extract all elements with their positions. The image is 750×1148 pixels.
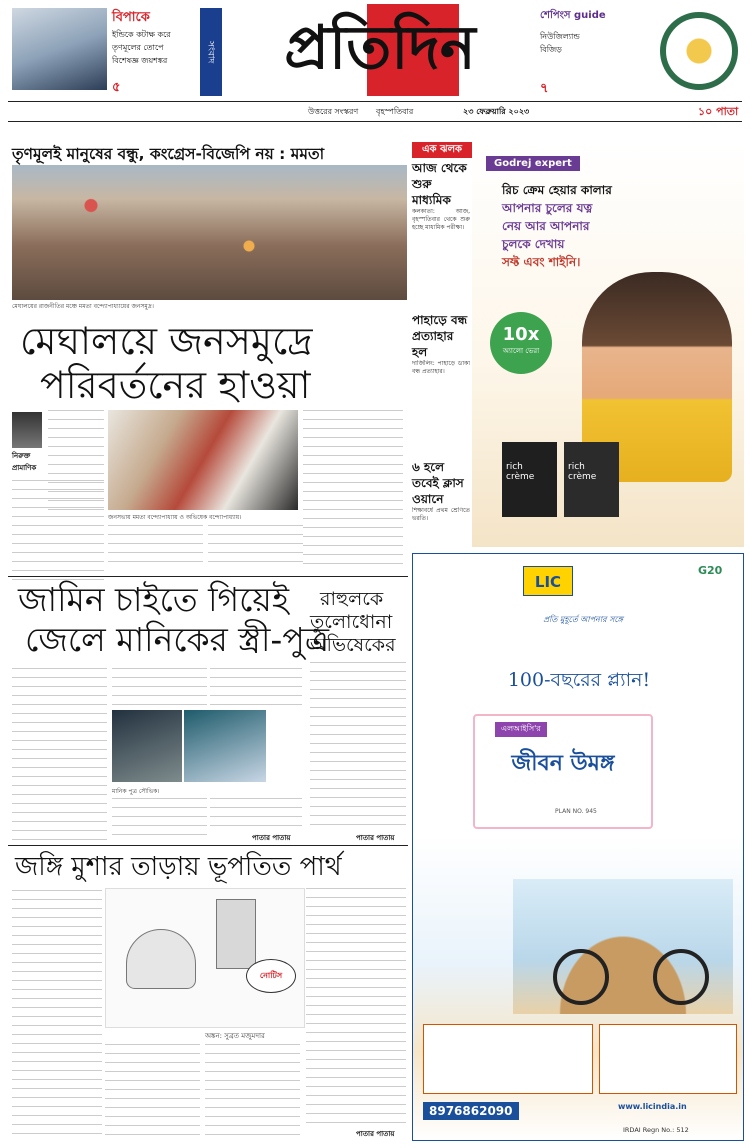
dateline — [8, 104, 742, 120]
dateline-date: ২৩ ফেব্রুয়ারি ২০২৩ — [463, 106, 530, 116]
lic-irdai: IRDAI Regn No.: 512 — [623, 1126, 689, 1134]
lic-logo: LIC — [523, 566, 573, 596]
lic-web[interactable]: www.licindia.in — [618, 1102, 687, 1111]
body-column — [310, 662, 406, 832]
brief-text: কলকাতা: আজ, বৃহস্পতিবার থেকে শুরু হচ্ছে মাধ্যমিক পরীক্ষা। — [412, 208, 470, 231]
bicycle-icon — [653, 949, 709, 1005]
ek-jhalak-label: এক ঝলক — [412, 142, 472, 158]
lic-plan-name: জীবন উমঙ্গ — [511, 751, 615, 776]
cartoon-figure — [216, 899, 256, 969]
ship-wheel-icon — [660, 12, 738, 90]
lic-plan-no: PLAN NO. 945 — [555, 808, 597, 815]
meghalaya-caption: জনসভায় মমতা বন্দ্যোপাধ্যায় ও অভিষেক বন্দ্যোপাধ্যায়। — [108, 514, 242, 521]
teaser-right-line: বিজিড় — [540, 45, 562, 54]
lead-caption: মেঘালয়ের রাজনীতির মঞ্চে মমতা বন্দ্যোপাধ্যায়ের জনসমুদ্র। — [12, 303, 154, 310]
dateline-pages: ১০ পাতা — [698, 104, 739, 118]
jamin-headline-2[interactable]: জেলে মানিকের স্ত্রী-পুত্র — [25, 620, 329, 659]
lic-plan-kicker: এলআইসি'র — [495, 722, 547, 737]
rahul-headline-line: তুলোধোনা — [310, 611, 393, 633]
body-column — [205, 1044, 300, 1140]
godrej-line: রিচ ক্রেম হেয়ার কালার — [502, 183, 612, 197]
body-column — [208, 525, 303, 570]
brief-title: পাহাড়ে বন্ধ প্রত্যাহার হল — [412, 313, 468, 359]
meghalaya-headline-1[interactable]: মেঘালয়ে জনসমুদ্রে — [20, 319, 313, 363]
body-column — [306, 888, 406, 1128]
godrej-line: নেয় আর আপনার — [502, 219, 590, 233]
dateline-rule-bottom — [8, 121, 742, 122]
masthead-side-label: সংবাদ — [200, 8, 222, 96]
lic-headline: 100-বছরের প্ল্যান! — [507, 669, 651, 691]
pack-label: rich crème — [568, 462, 597, 482]
godrej-line: চুলকে দেখায় — [502, 237, 565, 251]
teaser-right-page: ৭ — [540, 81, 549, 96]
godrej-brand: Godrej expert — [486, 156, 580, 171]
teaser-left-line: তৃণমূলের তোপে — [112, 43, 164, 52]
pack-label: rich crème — [506, 462, 535, 482]
body-column — [12, 480, 104, 580]
rahul-headline-line: রাহুলকে — [320, 588, 384, 610]
lic-features — [423, 1024, 593, 1094]
brief-title: ৬ হলে তবেই ক্লাস ওয়ানে — [412, 460, 464, 506]
jamin-headline-1[interactable]: জামিন চাইতে গিয়েই — [18, 580, 290, 619]
godrej-line: আপনার চুলের যত্ন — [502, 201, 593, 215]
ek-jhalak-column[interactable] — [412, 160, 470, 545]
lead-headline[interactable]: তৃণমূলই মানুষের বন্ধু, কংগ্রেস-বিজেপি নয় : মমতা — [12, 145, 325, 163]
jongi-headline[interactable]: জঙ্গি মুশার তাড়ায় ভূপতিত পার্থ — [15, 852, 342, 882]
product-pack — [502, 442, 557, 517]
bicycle-icon — [553, 949, 609, 1005]
product-pack — [564, 442, 619, 517]
jamin-endnote[interactable]: পাতার পাতায় — [252, 834, 291, 842]
cartoon-bubble: নোটিস — [246, 959, 296, 993]
lic-ad-photo — [513, 879, 733, 1014]
cartoon — [105, 888, 305, 1028]
lic-plan-card — [473, 714, 653, 829]
jamin-photo — [112, 710, 182, 782]
body-column — [108, 525, 203, 570]
teaser-left-page: ৫ — [112, 80, 121, 95]
body-column — [12, 668, 107, 840]
rahul-headline[interactable] — [310, 588, 406, 657]
aloe-badge-value: 10x — [502, 324, 540, 345]
teaser-right[interactable] — [540, 8, 650, 100]
teaser-left-line: ইন্ডিকে কটাক্ষ করে — [112, 30, 171, 39]
teaser-left-kicker: বিপাকে — [112, 10, 150, 25]
brief-text: দার্জিলিং: পাহাড়ে ডাকা বন্ধ প্রত্যাহার। — [412, 360, 470, 375]
byline-name: নিরুক্ত প্রামাণিক — [12, 452, 37, 472]
brief-title: আজ থেকে শুরু মাধ্যমিক — [412, 161, 467, 207]
teaser-right-brand: শেপিংস guide — [540, 10, 606, 21]
dateline-rule — [8, 101, 742, 102]
masthead-logo[interactable] — [225, 4, 535, 96]
lic-ad[interactable] — [412, 553, 744, 1141]
meghalaya-photo — [108, 410, 298, 510]
aloe-badge-label: অ্যালো ভেরা — [502, 347, 540, 355]
g20-logo: G20 — [698, 564, 723, 577]
dateline-day: বৃহস্পতিবার — [376, 106, 414, 116]
aloe-badge — [490, 312, 552, 374]
teaser-right-line: নিউজিল্যান্ড — [540, 32, 580, 41]
body-column — [303, 410, 403, 570]
teaser-left-line: বিশেষজ্ঞ জয়শঙ্কর — [112, 56, 168, 65]
dateline-edition: উত্তরের সংস্করণ — [308, 106, 359, 116]
brief-text: শিক্ষাবর্ষে প্রথম শ্রেণিতে ভরতি। — [412, 507, 470, 522]
rahul-endnote[interactable]: পাতার পাতায় — [356, 834, 395, 842]
teaser-left-photo — [12, 8, 107, 90]
cartoon-figure — [126, 929, 196, 989]
jongi-endnote[interactable]: পাতার পাতায় — [356, 1130, 395, 1138]
teaser-left[interactable] — [112, 8, 192, 99]
lic-phone[interactable]: 8976862090 — [423, 1102, 519, 1120]
body-column — [112, 798, 207, 840]
body-column — [112, 668, 207, 706]
body-column — [105, 1044, 200, 1140]
section-rule — [8, 576, 408, 577]
lic-features — [599, 1024, 737, 1094]
section-rule — [8, 845, 408, 846]
cartoon-caption: অঙ্কন: সুব্রত মজুমদার — [205, 1032, 265, 1040]
body-column — [12, 890, 102, 1140]
jamin-photo-caption: মানিক পুত্র সৌভিক। — [112, 788, 160, 795]
jamin-photo — [184, 710, 266, 782]
byline-avatar — [12, 412, 42, 448]
godrej-line: সফ্ট এবং শাইনি। — [502, 255, 581, 269]
logo-text: প্রতিদিন — [284, 13, 476, 83]
lic-tagline: প্রতি মুহূর্তে আপনার সঙ্গে — [543, 615, 623, 624]
body-column — [210, 798, 302, 830]
body-column — [210, 668, 302, 706]
lead-photo — [12, 165, 407, 300]
masthead — [0, 0, 750, 102]
rahul-headline-line: অভিষেকের — [310, 634, 396, 656]
godrej-ad[interactable] — [472, 142, 744, 547]
meghalaya-headline-2[interactable]: পরিবর্তনের হাওয়া — [40, 363, 311, 407]
